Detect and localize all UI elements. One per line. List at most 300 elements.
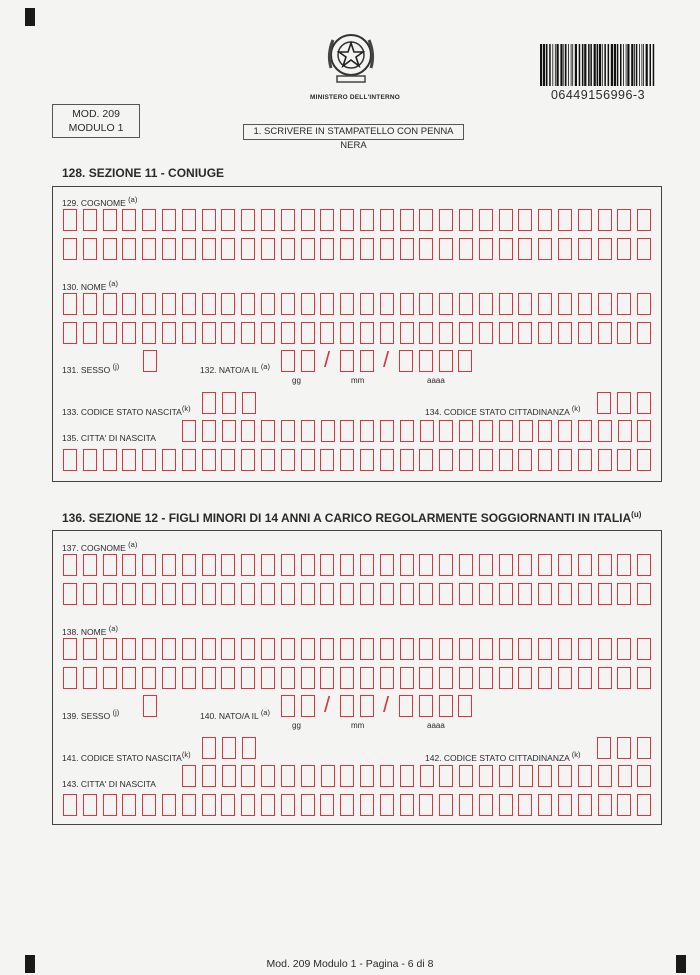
- character-box[interactable]: [142, 583, 156, 605]
- character-box[interactable]: [538, 638, 552, 660]
- character-box[interactable]: [202, 449, 216, 471]
- character-box[interactable]: [598, 209, 612, 231]
- character-box[interactable]: [103, 449, 117, 471]
- character-box[interactable]: [518, 583, 532, 605]
- character-box[interactable]: [182, 638, 196, 660]
- character-box[interactable]: [617, 238, 631, 260]
- character-box[interactable]: [122, 238, 136, 260]
- character-box[interactable]: [182, 583, 196, 605]
- character-box[interactable]: [202, 765, 216, 787]
- character-box[interactable]: [340, 293, 354, 315]
- character-box[interactable]: [221, 449, 235, 471]
- character-box[interactable]: [617, 293, 631, 315]
- character-box[interactable]: [419, 583, 433, 605]
- character-box[interactable]: [400, 554, 414, 576]
- character-box[interactable]: [439, 695, 453, 717]
- character-box[interactable]: [83, 638, 97, 660]
- character-box[interactable]: [578, 322, 592, 344]
- character-box[interactable]: [458, 350, 472, 372]
- character-box[interactable]: [459, 209, 473, 231]
- character-box[interactable]: [281, 794, 295, 816]
- character-box[interactable]: [261, 794, 275, 816]
- character-box[interactable]: [459, 765, 473, 787]
- character-box[interactable]: [182, 554, 196, 576]
- character-box[interactable]: [202, 209, 216, 231]
- character-box[interactable]: [162, 209, 176, 231]
- character-box[interactable]: [419, 667, 433, 689]
- character-box[interactable]: [162, 238, 176, 260]
- character-box[interactable]: [637, 322, 651, 344]
- character-box[interactable]: [241, 638, 255, 660]
- character-box[interactable]: [479, 765, 493, 787]
- character-box[interactable]: [340, 554, 354, 576]
- character-box[interactable]: [301, 554, 315, 576]
- character-box[interactable]: [83, 322, 97, 344]
- character-box[interactable]: [320, 322, 334, 344]
- character-box[interactable]: [518, 449, 532, 471]
- character-box[interactable]: [439, 293, 453, 315]
- character-box[interactable]: [380, 238, 394, 260]
- character-box[interactable]: [578, 554, 592, 576]
- character-box[interactable]: [439, 638, 453, 660]
- character-box[interactable]: [63, 583, 77, 605]
- character-box[interactable]: [320, 293, 334, 315]
- character-box[interactable]: [380, 449, 394, 471]
- character-box[interactable]: [222, 392, 236, 414]
- character-box[interactable]: [637, 667, 651, 689]
- name-boxes-row-1[interactable]: [63, 293, 651, 315]
- character-box[interactable]: [558, 638, 572, 660]
- character-box[interactable]: [340, 765, 354, 787]
- character-box[interactable]: [499, 638, 513, 660]
- character-box[interactable]: [122, 794, 136, 816]
- character-box[interactable]: [439, 420, 453, 442]
- character-box[interactable]: [637, 583, 651, 605]
- character-box[interactable]: [499, 322, 513, 344]
- character-box[interactable]: [360, 322, 374, 344]
- character-box[interactable]: [558, 322, 572, 344]
- character-box[interactable]: [182, 293, 196, 315]
- character-box[interactable]: [182, 765, 196, 787]
- character-box[interactable]: [598, 794, 612, 816]
- character-box[interactable]: [400, 583, 414, 605]
- character-box[interactable]: [221, 667, 235, 689]
- character-box[interactable]: [320, 449, 334, 471]
- character-box[interactable]: [142, 667, 156, 689]
- character-box[interactable]: [459, 794, 473, 816]
- character-box[interactable]: [281, 350, 295, 372]
- character-box[interactable]: [499, 420, 513, 442]
- character-box[interactable]: [578, 765, 592, 787]
- character-box[interactable]: [360, 449, 374, 471]
- character-box[interactable]: [637, 238, 651, 260]
- character-box[interactable]: [400, 765, 414, 787]
- character-box[interactable]: [538, 209, 552, 231]
- character-box[interactable]: [518, 554, 532, 576]
- character-box[interactable]: [597, 737, 611, 759]
- character-box[interactable]: [221, 638, 235, 660]
- surname-boxes-row-2[interactable]: [63, 238, 651, 260]
- character-box[interactable]: [617, 322, 631, 344]
- character-box[interactable]: [419, 350, 433, 372]
- character-box[interactable]: [538, 420, 552, 442]
- character-box[interactable]: [142, 638, 156, 660]
- character-box[interactable]: [618, 765, 632, 787]
- character-box[interactable]: [518, 322, 532, 344]
- character-box[interactable]: [63, 322, 77, 344]
- character-box[interactable]: [103, 209, 117, 231]
- character-box[interactable]: [143, 350, 157, 372]
- character-box[interactable]: [122, 667, 136, 689]
- character-box[interactable]: [380, 765, 394, 787]
- character-box[interactable]: [458, 695, 472, 717]
- character-box[interactable]: [281, 583, 295, 605]
- character-box[interactable]: [479, 322, 493, 344]
- character-box[interactable]: [301, 350, 315, 372]
- character-box[interactable]: [162, 322, 176, 344]
- character-box[interactable]: [459, 322, 473, 344]
- character-box[interactable]: [459, 420, 473, 442]
- character-box[interactable]: [558, 238, 572, 260]
- character-box[interactable]: [380, 794, 394, 816]
- character-box[interactable]: [617, 794, 631, 816]
- character-box[interactable]: [637, 554, 651, 576]
- character-box[interactable]: [419, 209, 433, 231]
- character-box[interactable]: [419, 794, 433, 816]
- character-box[interactable]: [142, 794, 156, 816]
- character-box[interactable]: [598, 583, 612, 605]
- character-box[interactable]: [598, 638, 612, 660]
- character-box[interactable]: [281, 322, 295, 344]
- character-box[interactable]: [578, 638, 592, 660]
- character-box[interactable]: [479, 209, 493, 231]
- character-box[interactable]: [221, 209, 235, 231]
- birth-month-boxes[interactable]: [340, 695, 374, 717]
- character-box[interactable]: [142, 322, 156, 344]
- character-box[interactable]: [439, 238, 453, 260]
- character-box[interactable]: [400, 638, 414, 660]
- character-box[interactable]: [321, 420, 335, 442]
- character-box[interactable]: [439, 765, 453, 787]
- character-box[interactable]: [241, 209, 255, 231]
- character-box[interactable]: [598, 322, 612, 344]
- character-box[interactable]: [241, 420, 255, 442]
- character-box[interactable]: [182, 209, 196, 231]
- character-box[interactable]: [103, 794, 117, 816]
- character-box[interactable]: [63, 667, 77, 689]
- birth-city-boxes-row-1[interactable]: [182, 420, 651, 442]
- character-box[interactable]: [479, 554, 493, 576]
- character-box[interactable]: [202, 583, 216, 605]
- character-box[interactable]: [122, 209, 136, 231]
- character-box[interactable]: [439, 554, 453, 576]
- character-box[interactable]: [419, 638, 433, 660]
- character-box[interactable]: [83, 667, 97, 689]
- character-box[interactable]: [182, 322, 196, 344]
- character-box[interactable]: [301, 695, 315, 717]
- character-box[interactable]: [637, 293, 651, 315]
- character-box[interactable]: [122, 583, 136, 605]
- character-box[interactable]: [261, 765, 275, 787]
- character-box[interactable]: [380, 554, 394, 576]
- character-box[interactable]: [439, 449, 453, 471]
- character-box[interactable]: [479, 449, 493, 471]
- character-box[interactable]: [598, 554, 612, 576]
- character-box[interactable]: [420, 765, 434, 787]
- character-box[interactable]: [598, 238, 612, 260]
- character-box[interactable]: [340, 209, 354, 231]
- character-box[interactable]: [261, 420, 275, 442]
- character-box[interactable]: [479, 420, 493, 442]
- character-box[interactable]: [439, 794, 453, 816]
- character-box[interactable]: [241, 583, 255, 605]
- character-box[interactable]: [261, 638, 275, 660]
- character-box[interactable]: [83, 293, 97, 315]
- name-boxes-row-1[interactable]: [63, 638, 651, 660]
- character-box[interactable]: [400, 449, 414, 471]
- character-box[interactable]: [301, 794, 315, 816]
- character-box[interactable]: [103, 638, 117, 660]
- character-box[interactable]: [242, 737, 256, 759]
- character-box[interactable]: [598, 293, 612, 315]
- character-box[interactable]: [360, 638, 374, 660]
- surname-boxes-row-1[interactable]: [63, 209, 651, 231]
- character-box[interactable]: [479, 238, 493, 260]
- character-box[interactable]: [439, 667, 453, 689]
- character-box[interactable]: [301, 209, 315, 231]
- character-box[interactable]: [637, 449, 651, 471]
- surname-boxes-row-1[interactable]: [63, 554, 651, 576]
- character-box[interactable]: [340, 583, 354, 605]
- character-box[interactable]: [340, 420, 354, 442]
- character-box[interactable]: [261, 293, 275, 315]
- character-box[interactable]: [202, 392, 216, 414]
- citizenship-code-boxes[interactable]: [597, 737, 651, 759]
- character-box[interactable]: [618, 420, 632, 442]
- character-box[interactable]: [340, 667, 354, 689]
- character-box[interactable]: [360, 554, 374, 576]
- character-box[interactable]: [301, 420, 315, 442]
- character-box[interactable]: [380, 638, 394, 660]
- character-box[interactable]: [360, 794, 374, 816]
- character-box[interactable]: [301, 667, 315, 689]
- character-box[interactable]: [261, 667, 275, 689]
- character-box[interactable]: [538, 554, 552, 576]
- character-box[interactable]: [202, 638, 216, 660]
- character-box[interactable]: [558, 209, 572, 231]
- character-box[interactable]: [598, 765, 612, 787]
- character-box[interactable]: [301, 765, 315, 787]
- character-box[interactable]: [162, 554, 176, 576]
- character-box[interactable]: [222, 420, 236, 442]
- character-box[interactable]: [143, 695, 157, 717]
- character-box[interactable]: [142, 449, 156, 471]
- character-box[interactable]: [399, 350, 413, 372]
- character-box[interactable]: [617, 667, 631, 689]
- character-box[interactable]: [558, 667, 572, 689]
- character-box[interactable]: [578, 238, 592, 260]
- character-box[interactable]: [83, 238, 97, 260]
- character-box[interactable]: [479, 794, 493, 816]
- character-box[interactable]: [459, 293, 473, 315]
- character-box[interactable]: [320, 638, 334, 660]
- character-box[interactable]: [598, 420, 612, 442]
- character-box[interactable]: [360, 695, 374, 717]
- character-box[interactable]: [518, 794, 532, 816]
- character-box[interactable]: [340, 794, 354, 816]
- character-box[interactable]: [617, 737, 631, 759]
- character-box[interactable]: [419, 449, 433, 471]
- birth-day-boxes[interactable]: [281, 695, 315, 717]
- character-box[interactable]: [103, 322, 117, 344]
- character-box[interactable]: [538, 794, 552, 816]
- character-box[interactable]: [459, 583, 473, 605]
- character-box[interactable]: [63, 238, 77, 260]
- character-box[interactable]: [419, 322, 433, 344]
- character-box[interactable]: [360, 420, 374, 442]
- birth-city-boxes-row-2[interactable]: [63, 794, 651, 816]
- character-box[interactable]: [221, 238, 235, 260]
- character-box[interactable]: [578, 420, 592, 442]
- character-box[interactable]: [637, 392, 651, 414]
- character-box[interactable]: [340, 449, 354, 471]
- character-box[interactable]: [63, 293, 77, 315]
- character-box[interactable]: [221, 322, 235, 344]
- character-box[interactable]: [360, 583, 374, 605]
- character-box[interactable]: [83, 794, 97, 816]
- character-box[interactable]: [538, 583, 552, 605]
- character-box[interactable]: [617, 392, 631, 414]
- character-box[interactable]: [400, 293, 414, 315]
- character-box[interactable]: [320, 794, 334, 816]
- character-box[interactable]: [459, 449, 473, 471]
- character-box[interactable]: [617, 638, 631, 660]
- character-box[interactable]: [301, 293, 315, 315]
- character-box[interactable]: [519, 765, 533, 787]
- character-box[interactable]: [320, 238, 334, 260]
- sex-box[interactable]: [143, 695, 157, 717]
- character-box[interactable]: [499, 583, 513, 605]
- character-box[interactable]: [400, 209, 414, 231]
- character-box[interactable]: [202, 322, 216, 344]
- birth-country-code-boxes[interactable]: [202, 737, 256, 759]
- character-box[interactable]: [499, 667, 513, 689]
- character-box[interactable]: [637, 638, 651, 660]
- character-box[interactable]: [103, 293, 117, 315]
- birth-city-boxes-row-1[interactable]: [182, 765, 651, 787]
- character-box[interactable]: [63, 449, 77, 471]
- character-box[interactable]: [419, 293, 433, 315]
- character-box[interactable]: [320, 667, 334, 689]
- character-box[interactable]: [558, 554, 572, 576]
- character-box[interactable]: [221, 554, 235, 576]
- character-box[interactable]: [400, 794, 414, 816]
- character-box[interactable]: [479, 638, 493, 660]
- character-box[interactable]: [281, 695, 295, 717]
- character-box[interactable]: [558, 765, 572, 787]
- birth-month-boxes[interactable]: [340, 350, 374, 372]
- character-box[interactable]: [122, 293, 136, 315]
- character-box[interactable]: [261, 449, 275, 471]
- character-box[interactable]: [617, 554, 631, 576]
- character-box[interactable]: [340, 638, 354, 660]
- character-box[interactable]: [558, 794, 572, 816]
- character-box[interactable]: [261, 209, 275, 231]
- character-box[interactable]: [400, 667, 414, 689]
- character-box[interactable]: [281, 667, 295, 689]
- character-box[interactable]: [459, 667, 473, 689]
- character-box[interactable]: [518, 238, 532, 260]
- character-box[interactable]: [340, 322, 354, 344]
- character-box[interactable]: [340, 350, 354, 372]
- character-box[interactable]: [261, 238, 275, 260]
- character-box[interactable]: [222, 737, 236, 759]
- character-box[interactable]: [538, 322, 552, 344]
- character-box[interactable]: [301, 583, 315, 605]
- character-box[interactable]: [83, 449, 97, 471]
- character-box[interactable]: [241, 238, 255, 260]
- character-box[interactable]: [439, 209, 453, 231]
- character-box[interactable]: [281, 554, 295, 576]
- character-box[interactable]: [261, 322, 275, 344]
- sex-box[interactable]: [143, 350, 157, 372]
- character-box[interactable]: [598, 667, 612, 689]
- character-box[interactable]: [182, 667, 196, 689]
- surname-boxes-row-2[interactable]: [63, 583, 651, 605]
- character-box[interactable]: [202, 293, 216, 315]
- character-box[interactable]: [380, 293, 394, 315]
- character-box[interactable]: [321, 765, 335, 787]
- character-box[interactable]: [538, 293, 552, 315]
- character-box[interactable]: [142, 209, 156, 231]
- character-box[interactable]: [637, 420, 651, 442]
- character-box[interactable]: [320, 554, 334, 576]
- character-box[interactable]: [221, 583, 235, 605]
- character-box[interactable]: [558, 293, 572, 315]
- character-box[interactable]: [83, 554, 97, 576]
- character-box[interactable]: [241, 322, 255, 344]
- character-box[interactable]: [499, 765, 513, 787]
- character-box[interactable]: [380, 420, 394, 442]
- character-box[interactable]: [222, 765, 236, 787]
- character-box[interactable]: [320, 583, 334, 605]
- name-boxes-row-2[interactable]: [63, 322, 651, 344]
- character-box[interactable]: [400, 322, 414, 344]
- character-box[interactable]: [578, 449, 592, 471]
- character-box[interactable]: [103, 667, 117, 689]
- character-box[interactable]: [281, 765, 295, 787]
- character-box[interactable]: [479, 293, 493, 315]
- character-box[interactable]: [598, 449, 612, 471]
- character-box[interactable]: [241, 765, 255, 787]
- character-box[interactable]: [242, 392, 256, 414]
- character-box[interactable]: [281, 209, 295, 231]
- character-box[interactable]: [241, 794, 255, 816]
- character-box[interactable]: [83, 583, 97, 605]
- character-box[interactable]: [459, 638, 473, 660]
- character-box[interactable]: [122, 449, 136, 471]
- character-box[interactable]: [439, 583, 453, 605]
- character-box[interactable]: [380, 583, 394, 605]
- character-box[interactable]: [578, 794, 592, 816]
- character-box[interactable]: [578, 583, 592, 605]
- character-box[interactable]: [122, 554, 136, 576]
- character-box[interactable]: [419, 554, 433, 576]
- character-box[interactable]: [380, 322, 394, 344]
- character-box[interactable]: [518, 209, 532, 231]
- character-box[interactable]: [122, 322, 136, 344]
- character-box[interactable]: [162, 449, 176, 471]
